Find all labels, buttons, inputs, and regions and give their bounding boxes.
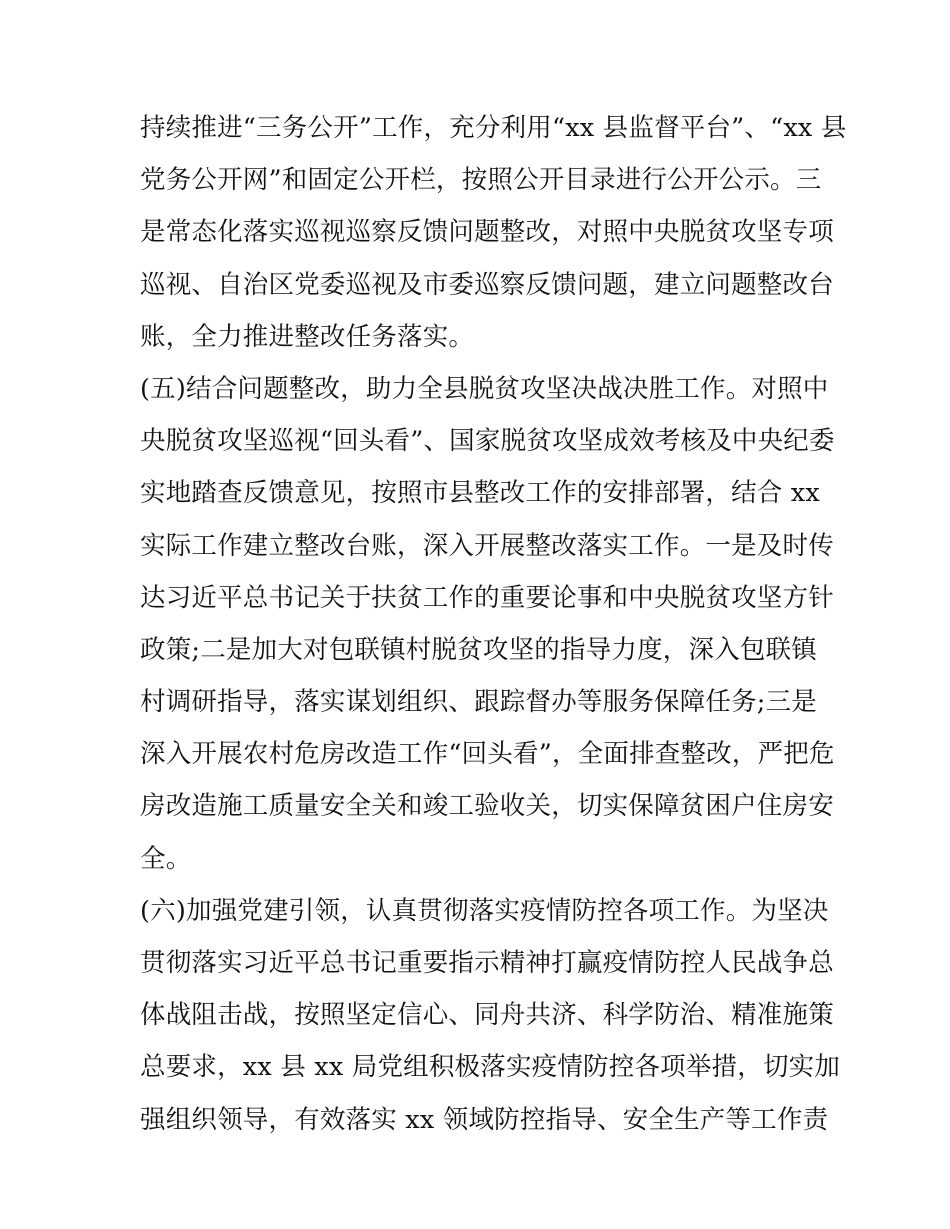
text-line: 村调研指导，落实谋划组织、跟踪督办等服务保障任务;三是 (140, 687, 817, 718)
text-line: 持续推进“三务公开”工作，充分利用“xx 县监督平台”、“xx 县 (140, 113, 847, 143)
text-line: 深入开展农村危房改造工作“回头看”，全面排查整改，严把危 (140, 739, 835, 770)
text-line: 房改造施工质量安全关和竣工验收关，切实保障贫困户住房安 (140, 791, 834, 822)
text-line: 政策;二是加大对包联镇村脱贫攻坚的指导力度，深入包联镇 (140, 634, 817, 665)
text-line: 强组织领导，有效落实 xx 领域防控指导、安全生产等工作责 (140, 1104, 829, 1135)
text-line: 总要求，xx 县 xx 局党组积极落实疫情防控各项举措，切实加 (140, 1052, 841, 1083)
text-line: 达习近平总书记关于扶贫工作的重要论事和中央脱贫攻坚方针 (140, 582, 834, 613)
text-line: 巡视、自治区党委巡视及市委巡察反馈问题，建立问题整改台 (140, 269, 834, 300)
text-line: 账，全力推进整改任务落实。 (140, 321, 475, 352)
text-line: 体战阻击战，按照坚定信心、同舟共济、科学防治、精准施策 (140, 1000, 834, 1031)
document-body (140, 102, 847, 1146)
text-line: 实地踏查反馈意见，按照市县整改工作的安排部署，结合 xx (140, 478, 820, 509)
text-line: 央脱贫攻坚巡视“回头看”、国家脱贫攻坚成效考核及中央纪委 (140, 426, 835, 457)
section-heading-line: (六)加强党建引领，认真贯彻落实疫情防控各项工作。为坚决 (140, 895, 829, 926)
text-line: 实际工作建立整改台账，深入开展整改落实工作。一是及时传 (140, 530, 834, 561)
text-line: 党务公开网”和固定公开栏，按照公开目录进行公开公示。三 (140, 165, 822, 196)
text-line: 全。 (140, 843, 192, 874)
section-heading-line: (五)结合问题整改，助力全县脱贫攻坚决战决胜工作。对照中 (140, 373, 829, 404)
text-line: 是常态化落实巡视巡察反馈问题整改，对照中央脱贫攻坚专项 (140, 217, 834, 248)
text-line: 贯彻落实习近平总书记重要指示精神打赢疫情防控人民战争总 (140, 948, 834, 978)
